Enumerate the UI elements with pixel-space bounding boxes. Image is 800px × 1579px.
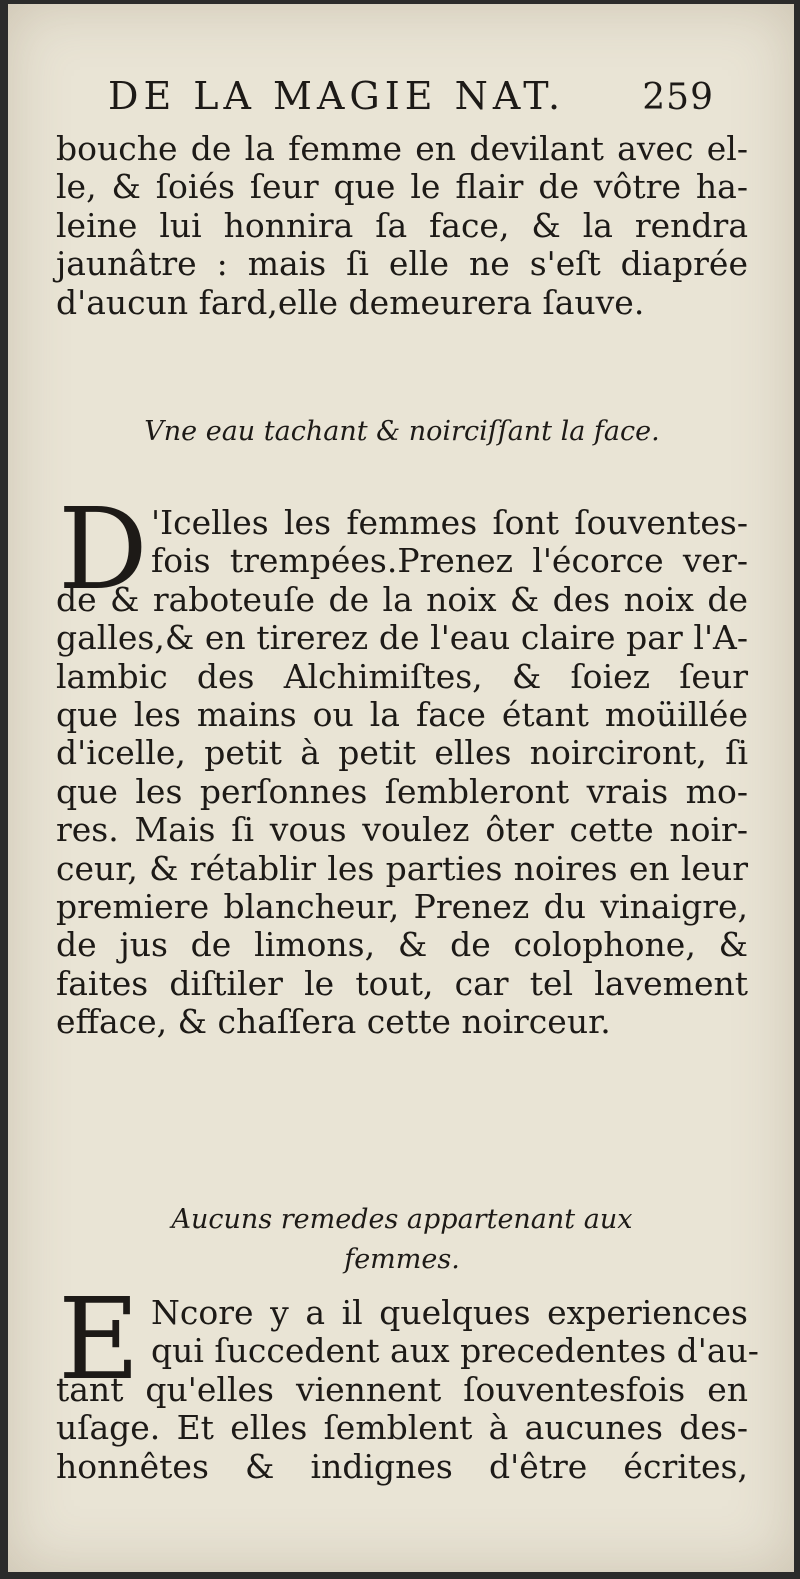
- text-line: res. Mais ſi vous voulez ôter cette noir-: [56, 810, 748, 850]
- text-line: de jus de limons, & de colophone, &: [56, 925, 748, 965]
- running-header: [108, 74, 714, 118]
- text-line: le, & ſoiés ſeur que le flair de vôtre ha-: [56, 167, 748, 207]
- text-line: ceur, & rétablir les parties noires en leur: [56, 848, 748, 888]
- section-heading-2-line1: Aucuns remedes appartenant aux: [171, 1204, 633, 1235]
- text-line: 'Icelles les femmes ſont ſouventes-: [151, 503, 748, 542]
- text-line: honnêtes & indignes d'être écrites,: [56, 1446, 748, 1486]
- text-line: que les perſonnes ſembleront vrais mo-: [56, 771, 748, 811]
- page-number: 259: [642, 77, 714, 118]
- text-line: efface, & chaſſera cette noirceur.: [56, 1002, 611, 1042]
- drop-cap-e: E: [58, 1275, 140, 1405]
- text-line: uſage. Et elles ſemblent à aucunes des-: [56, 1408, 748, 1448]
- top-paragraph: [56, 130, 748, 322]
- section2-paragraph: [56, 1293, 759, 1486]
- section-heading-2-line2: femmes.: [344, 1244, 460, 1275]
- text-line: que les mains ou la face étant moüillée: [56, 695, 748, 735]
- text-line: faites diſtiler le tout, car tel lavement: [56, 963, 748, 1003]
- section-heading-2: [56, 1200, 748, 1280]
- drop-cap-d: D: [58, 485, 148, 615]
- text-line: Ncore y a il quelques experiences: [151, 1293, 748, 1332]
- running-title: DE LA MAGIE NAT.: [108, 74, 566, 118]
- text-line: lambic des Alchimiſtes, & ſoiez ſeur: [56, 656, 748, 696]
- text-line: d'aucun fard,elle demeurera ſauve.: [56, 282, 645, 322]
- text-line: galles,& en tirerez de l'eau claire par l'A-: [56, 618, 748, 658]
- text-line: fois trempées.Prenez l'écorce ver-: [151, 541, 748, 581]
- text-line: bouche de la femme en devilant avec el-: [56, 129, 748, 168]
- text-line: premiere blancheur, Prenez du vinaigre,: [56, 887, 748, 927]
- text-line: qui ſuccedent aux precedentes d'au-: [151, 1331, 759, 1371]
- text-line: de & raboteuſe de la noix & des noix de: [56, 579, 748, 619]
- text-line: jaunâtre : mais ſi elle ne s'eſt diaprée: [56, 244, 748, 284]
- text-line: leine lui honnira ſa face, & la rendra: [56, 205, 748, 245]
- text-line: d'icelle, petit à petit elles noirciront, ſi: [56, 733, 748, 773]
- book-page: [8, 4, 794, 1572]
- section-heading-1: Vne eau tachant & noirciſſant la face.: [144, 416, 660, 447]
- section1-paragraph: [56, 504, 748, 1042]
- text-line: tant qu'elles viennent ſouventesfois en: [56, 1369, 748, 1409]
